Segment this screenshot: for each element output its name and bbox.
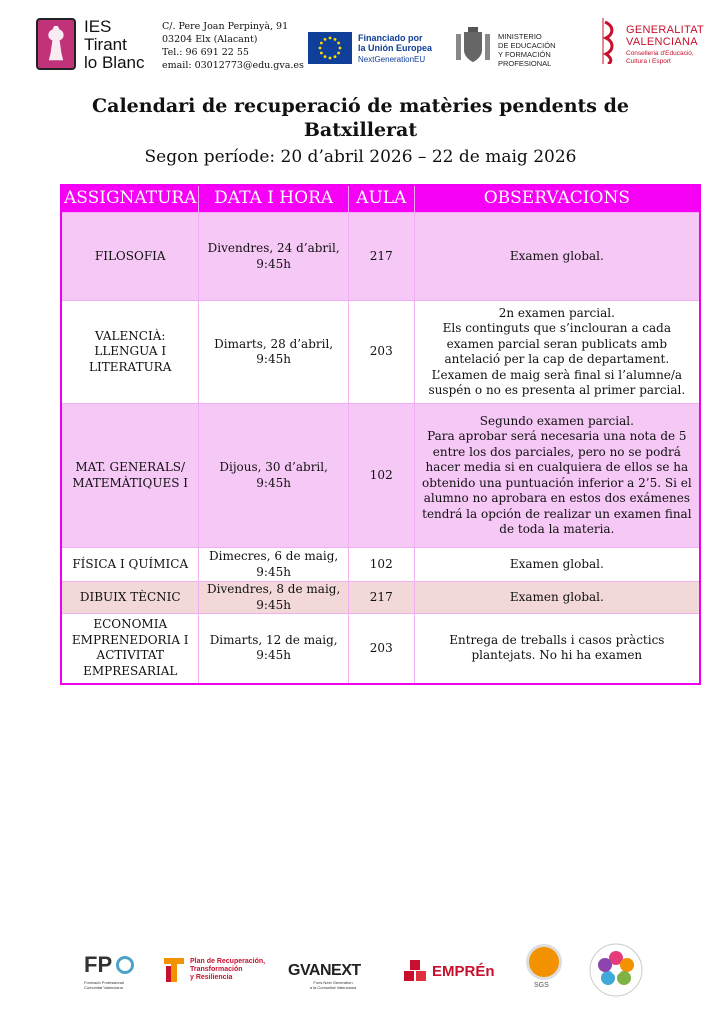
- room-cell-value: 217: [369, 248, 393, 263]
- subject-cell-line: DIBUIX TÈCNIC: [79, 589, 181, 604]
- room-cell: [348, 213, 414, 301]
- recovery-plan-text-line: Plan de Recuperación,: [190, 958, 266, 965]
- eu-text-line: Financiado por: [358, 33, 423, 43]
- recovery-plan-text-line: y Resiliencia: [190, 974, 233, 981]
- subject-cell-line: LITERATURA: [89, 359, 172, 374]
- subject-cell: [61, 213, 199, 301]
- column-header-date: DATA I HORA: [199, 185, 348, 213]
- table-row: [61, 614, 700, 684]
- column-header-notes: OBSERVACIONS: [414, 185, 700, 213]
- subject-cell: [61, 301, 199, 404]
- school-name-line: lo Blanc: [84, 53, 145, 72]
- notes-cell-line: Para aprobar será necesaria una nota de 5: [427, 429, 687, 443]
- notes-cell-line: Examen global.: [509, 589, 604, 604]
- eu-flag-icon: [308, 32, 352, 64]
- recovery-plan-logo: [162, 956, 282, 986]
- notes-cell-line: obtenido una puntuación inferior a 2’5. Si el: [422, 475, 692, 490]
- fpcv-subtext-line: Formació Professional: [84, 980, 124, 985]
- ministry-text: [498, 32, 604, 68]
- notes-cell: [414, 404, 700, 548]
- subject-cell-line: EMPRESARIAL: [83, 663, 178, 678]
- empren-logo-text: EMPRÉn: [432, 963, 495, 980]
- ministry-text-line: MINISTERIO: [498, 32, 542, 41]
- subject-cell-line: LLENGUA I: [94, 344, 167, 359]
- notes-cell-line: 2n examen parcial.: [498, 305, 615, 320]
- date-cell-line: 9:45h: [256, 475, 291, 490]
- subject-cell: [61, 582, 199, 614]
- column-header-room: AULA: [348, 185, 414, 213]
- address-line: C/. Pere Joan Perpinyà, 91: [162, 21, 289, 32]
- recovery-calendar-table: [60, 184, 701, 685]
- gvanext-subtext: [288, 980, 378, 990]
- fpcv-logo: [84, 950, 144, 990]
- notes-cell: [414, 614, 700, 684]
- subject-cell-line: ECONOMIA: [93, 617, 168, 632]
- room-cell-value: 203: [369, 344, 393, 359]
- table-body: [61, 213, 700, 684]
- notes-cell: [414, 301, 700, 404]
- date-cell-line: 9:45h: [256, 564, 291, 579]
- subject-cell-line: EMPRENEDORIA I: [71, 632, 189, 647]
- notes-cell-line: L’examen de maig serà final si l’alumne/a: [431, 367, 683, 382]
- subject-cell-line: MAT. GENERALS/: [75, 460, 186, 474]
- subject-cell-line: ACTIVITAT: [96, 648, 164, 663]
- page-title: [0, 94, 721, 142]
- date-cell: [199, 404, 348, 548]
- eu-funding-logo: [308, 32, 440, 68]
- date-cell-line: Dimarts, 12 de maig,: [209, 632, 338, 647]
- gvanext-subtext-line: a la Comunitat Valenciana: [309, 985, 357, 990]
- notes-cell-line: Examen global.: [509, 248, 604, 263]
- page-title-line: Batxillerat: [303, 119, 418, 141]
- notes-cell: [414, 582, 700, 614]
- page-subtitle: Segon període: 20 d’abril 2026 – 22 de maig 2026: [144, 147, 577, 167]
- notes-cell-line: antelació per la cap de departament.: [444, 352, 670, 366]
- date-cell-line: Dimecres, 6 de maig,: [209, 549, 339, 563]
- table-row: [61, 548, 700, 582]
- recovery-plan-icon: [162, 956, 186, 984]
- notes-cell-line: suspén o no es presenta al primer parcial.: [428, 383, 686, 397]
- sgs-text: SGS: [534, 982, 549, 989]
- gvanext-logo: [288, 962, 378, 990]
- spain-coat-of-arms-icon: [454, 26, 492, 66]
- date-cell-line: Divendres, 24 d’abril,: [207, 241, 340, 255]
- sgs-badge-icon: [526, 944, 562, 980]
- room-cell-value: 203: [369, 640, 393, 655]
- table-row: [61, 213, 700, 301]
- table-row: [61, 582, 700, 614]
- date-cell-line: 9:45h: [256, 256, 291, 271]
- conselleria-name-line: Cultura i Esport: [626, 57, 671, 65]
- eu-text: [358, 33, 432, 53]
- ministry-text-line: Y FORMACIÓN PROFESIONAL: [498, 50, 552, 68]
- table-row: [61, 404, 700, 548]
- notes-cell-line: Segundo examen parcial.: [479, 413, 634, 428]
- room-cell: [348, 582, 414, 614]
- footer-logos: [84, 940, 644, 1004]
- ministry-text-line: DE EDUCACIÓN: [498, 41, 556, 50]
- healthy-school-logo: [588, 940, 644, 1000]
- date-cell: [199, 213, 348, 301]
- notes-cell: [414, 213, 700, 301]
- empren-cubes-icon: [402, 960, 428, 984]
- conselleria-name: [626, 50, 694, 65]
- generalitat-name-line: GENERALITAT: [626, 24, 705, 36]
- date-cell: [199, 582, 348, 614]
- date-cell: [199, 548, 348, 582]
- school-name-line: IES: [84, 17, 112, 36]
- subject-cell-line: FILOSOFIA: [94, 248, 166, 263]
- notes-cell-line: de toda la materia.: [499, 522, 615, 536]
- empren-logo: [402, 960, 502, 988]
- notes-cell-line: Els continguts que s’inclouran a cada: [442, 321, 671, 335]
- subject-cell: [61, 614, 199, 684]
- recovery-plan-text-line: Transformación: [190, 966, 243, 973]
- date-cell-line: Dimarts, 28 d’abril,: [214, 336, 334, 351]
- ministry-logo: [454, 26, 604, 70]
- eu-text-line: la Unión Europea: [358, 43, 433, 53]
- date-cell-line: Divendres, 8 de maig,: [206, 582, 341, 596]
- date-cell-line: 9:45h: [256, 648, 291, 663]
- date-cell: [199, 614, 348, 684]
- subject-cell: [61, 404, 199, 548]
- address-line: Tel.: 96 691 22 55: [162, 47, 249, 58]
- subject-cell-line: MATEMÀTIQUES I: [72, 475, 189, 490]
- notes-cell: [414, 548, 700, 582]
- address-line: 03204 Elx (Alacant): [162, 34, 258, 45]
- fpcv-subtext-line: Comunitat Valenciana: [84, 985, 123, 990]
- notes-cell-line: hacer media si en cualquiera de ellos se ha: [425, 460, 689, 474]
- table-header-row: [61, 185, 700, 213]
- fpcv-subtext: [84, 980, 124, 990]
- subject-cell-line: VALENCIÀ:: [95, 328, 166, 343]
- school-name: [84, 18, 144, 72]
- recovery-plan-text: [190, 958, 265, 982]
- conselleria-name-line: Conselleria d'Educació,: [626, 50, 694, 57]
- notes-cell-line: entre los dos parciales, pero no se podrá: [432, 444, 681, 459]
- room-cell: [348, 548, 414, 582]
- subject-cell: [61, 548, 199, 582]
- notes-cell-line: tendrá la opción de realizar un examen final: [422, 506, 692, 521]
- date-cell: [199, 301, 348, 404]
- generalitat-mark-icon: [602, 18, 622, 64]
- room-cell: [348, 301, 414, 404]
- fpcv-ring-icon: [116, 956, 134, 974]
- school-logo-icon: [36, 18, 76, 70]
- date-cell-line: Dijous, 30 d’abril,: [219, 460, 328, 474]
- eu-subtext: NextGenerationEU: [358, 55, 426, 64]
- notes-cell-line: Entrega de treballs i casos pràctics: [449, 632, 665, 647]
- notes-cell-line: alumno no aprobara en estos dos exámenes: [423, 491, 690, 505]
- generalitat-name: [626, 24, 704, 48]
- table-row: [61, 301, 700, 404]
- date-cell-line: 9:45h: [256, 352, 291, 366]
- page-title-line: Calendari de recuperació de matèries pendents de: [92, 95, 629, 117]
- room-cell: [348, 614, 414, 684]
- fpcv-logo-text: FP: [84, 952, 113, 977]
- sgs-certification-logo: [524, 944, 564, 1000]
- gvanext-logo-text: GVANEXT: [288, 962, 361, 979]
- email-line: email: 03012773@edu.gva.es: [162, 60, 304, 71]
- room-cell-value: 217: [369, 589, 393, 604]
- gvanext-subtext-line: Fons Next Generation: [313, 980, 353, 985]
- notes-cell-line: Examen global.: [509, 556, 604, 571]
- generalitat-logo: [602, 16, 721, 70]
- room-cell-value: 102: [369, 467, 393, 482]
- school-address: [162, 20, 304, 72]
- healthy-school-flower-icon: [588, 940, 644, 1000]
- room-cell: [348, 404, 414, 548]
- column-header-subject: ASSIGNATURA: [61, 185, 199, 213]
- notes-cell-line: plantejats. No hi ha examen: [471, 648, 643, 663]
- document-header: [36, 14, 711, 74]
- room-cell-value: 102: [369, 556, 393, 571]
- generalitat-name-line: VALENCIANA: [626, 36, 698, 48]
- date-cell-line: 9:45h: [256, 597, 291, 612]
- subject-cell-line: FÍSICA I QUÍMICA: [72, 556, 189, 571]
- school-name-line: Tirant: [84, 35, 127, 54]
- notes-cell-line: examen parcial seran publicats amb: [446, 336, 668, 351]
